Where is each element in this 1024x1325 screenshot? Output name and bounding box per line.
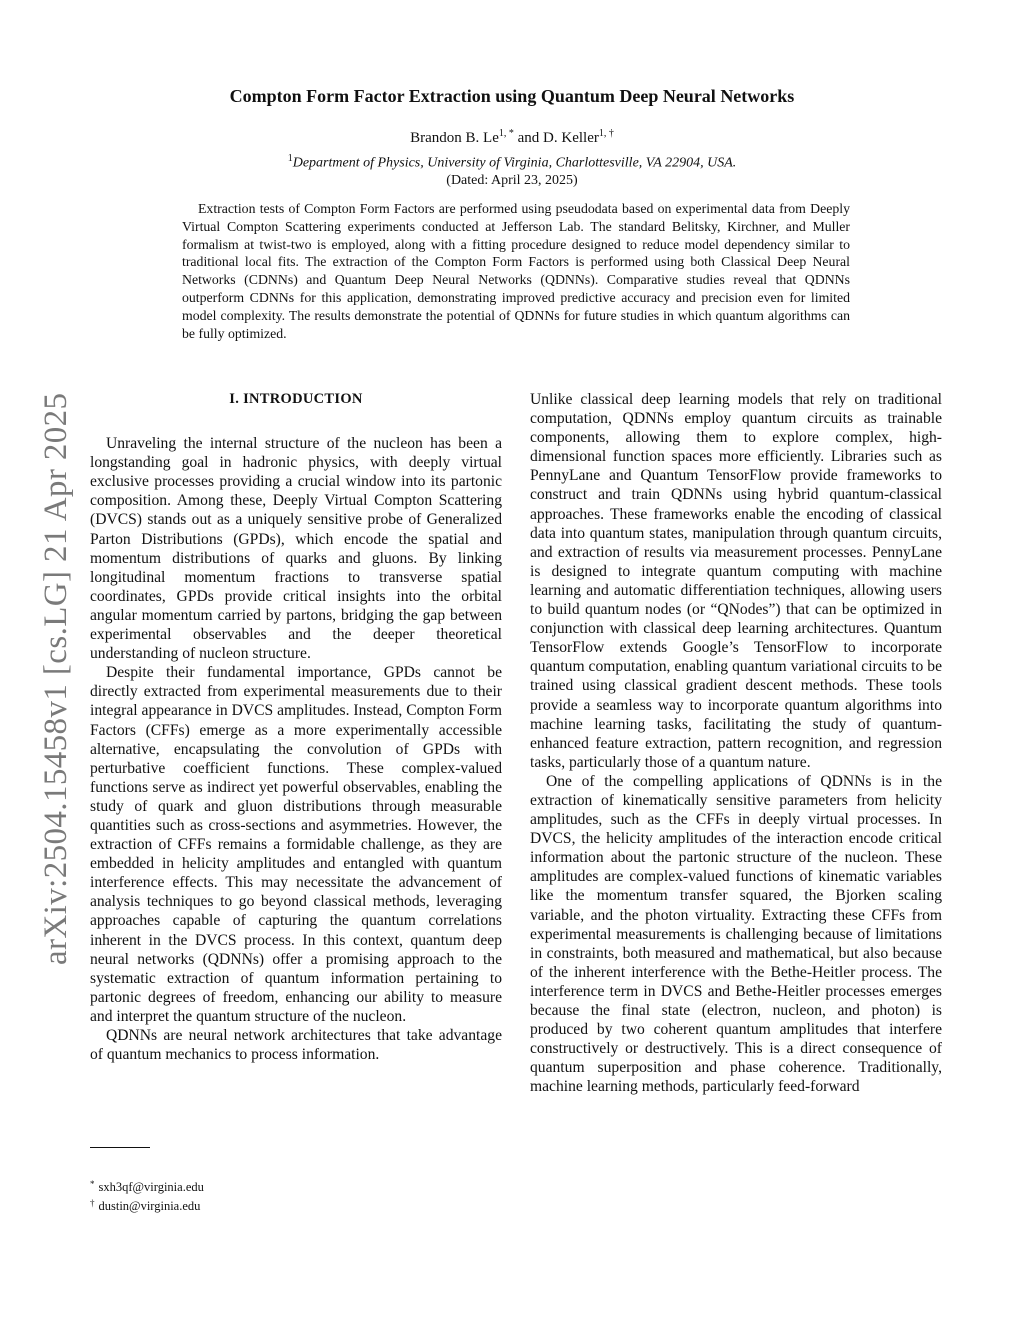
affiliation <box>0 153 1024 172</box>
right-column <box>530 390 942 1096</box>
paper-title: Compton Form Factor Extraction using Quantum Deep Neural Networks <box>229 86 795 106</box>
left-column <box>90 390 502 1064</box>
footnote-email-link[interactable]: dustin@virginia.edu <box>98 1199 201 1213</box>
paragraph: Unlike classical deep learning models that rely on traditional computation, QDNNs employ quantum circuits as trainable components, allowing them to explore complex, high-dimensional function spaces more efficiently. Libraries such as PennyLane and Quantum TensorFlow provide frameworks to construct and train QDNNs using hybrid quantum-classical approaches. These frameworks enable the encoding of classical data into quantum states, manipulation through quantum circuits, and extraction of results via measurement processes. PennyLane is designed to integrate quantum computing with machine learning and automatic differentiation techniques, allowing users to build quantum nodes (or “QNodes”) that can be optimized in conjunction with classical deep learning architectures. Quantum TensorFlow extends Google’s TensorFlow to incorporate quantum computation, enabling quantum variational circuits to be trained using classical gradient descent methods. These tools provide a seamless way to incorporate quantum algorithms into machine learning tasks, facilitating the study of quantum-enhanced feature extraction, pattern recognition, and regression tasks, particularly those of a quantum nature. <box>530 391 942 771</box>
paragraph: Despite their fundamental importance, GPDs cannot be directly extracted from experimental measurements due to their integral appearance in DVCS amplitudes. Instead, Compton Form Factors (CFFs) emerge as a more experimentally accessible alternative, encapsulating the convolution of GPDs with perturbative coefficient functions. These complex-valued functions serve as indirect yet powerful observables, enabling the study of quark and gluon distributions through measurable quantities such as cross-sections and asymmetries. However, the extraction of CFFs remains a formidable challenge, as they are embedded in helicity amplitudes and entangled with quantum interference effects. This may necessitate the advancement of analysis techniques to go beyond classical methods, leveraging approaches capable of capturing the quantum correlations inherent in the DVCS process. In this context, quantum deep neural networks (QDNNs) offer a promising approach to the systematic extraction of quantum information pertaining to partonic degrees of freedom, enhancing our ability to measure and interpret the quantum structure of the nucleon. <box>90 664 502 1025</box>
footnote-mark: † <box>90 1198 95 1208</box>
affiliation-mark: 1 <box>287 153 293 164</box>
paragraph: QDNNs are neural network architectures that take advantage of quantum mechanics to process information. <box>90 1027 502 1064</box>
footnote <box>90 1195 390 1214</box>
footnote-divider <box>90 1147 150 1148</box>
footnote-mark: * <box>90 1179 95 1189</box>
paragraph: Unraveling the internal structure of the nucleon has been a longstanding goal in hadronic physics, with deeply virtual exclusive processes providing a crucial window into its partonic composition. Among these, Deeply Virtual Compton Scattering (DVCS) stands out as a uniquely sensitive probe of Generalized Parton Distributions (GPDs), which encode the spatial and momentum distributions of quarks and gluons. By linking longitudinal momentum fractions to transverse spatial coordinates, GPDs provide critical insights into the orbital angular momentum carried by partons, bridging the gap between experimental observables and the deeper theoretical understanding of nucleon structure. <box>90 435 502 663</box>
author-name: Brandon B. Le <box>410 130 499 146</box>
author-name: D. Keller <box>543 130 599 146</box>
author-line <box>0 128 1024 147</box>
author-conjunction: and <box>517 130 540 146</box>
paragraph: One of the compelling applications of QDNNs is in the extraction of kinematically sensitive parameters from helicity amplitudes, such as the CFFs in deeply virtual processes. In DVCS, the helicity amplitudes of the interaction encode critical information about the partonic structure of the nucleon. These amplitudes are complex-valued functions of kinematic variables like the momentum transfer squared, the Bjorken scaling variable, and the photon virtuality. Extracting these CFFs from experimental measurements is challenging because of limitations in constraints, both measured and mathematical, but also because of the inherent interference with the Bethe-Heitler process. The interference term in DVCS and Bethe-Heitler processes emerges because the final state (electron, nucleon, and photon) is produced by two coherent quantum amplitudes that interfere constructively or destructively. This is a direct consequence of quantum superposition and phase coherence. Traditionally, machine learning methods, particularly feed-forward <box>530 772 942 1096</box>
section-heading: I. INTRODUCTION <box>229 391 363 407</box>
abstract: Extraction tests of Compton Form Factors are performed using pseudodata based on experimental data from Deeply Virtual Compton Scattering experiments conducted at Jefferson Lab. The standard Belitsky, Kirchner, and Muller formalism at twist-two is employed, along with a fitting procedure designed to reduce model dependency similar to traditional local fits. The extraction of the Compton Form Factors is performed using both Classical Deep Neural Networks (CDNNs) and Quantum Deep Neural Networks (QDNNs). Comparative studies reveal that QDNNs outperform CDNNs for this application, demonstrating improved predictive accuracy and precision even for limited model complexity. The results demonstrate the potential of QDNNs for future studies in which quantum algorithms can be fully optimized. <box>182 201 850 341</box>
arxiv-identifier: arXiv:2504.15458v1 [cs.LG] 21 Apr 2025 <box>38 392 74 965</box>
footnotes <box>90 1176 390 1214</box>
footnote-email-link[interactable]: sxh3qf@virginia.edu <box>98 1180 204 1194</box>
footnote <box>90 1176 390 1195</box>
author-affiliation-mark: 1, † <box>598 128 614 139</box>
date-line: (Dated: April 23, 2025) <box>446 173 578 188</box>
author-affiliation-mark: 1, * <box>498 128 514 139</box>
affiliation-text: Department of Physics, University of Virginia, Charlottesville, VA 22904, USA. <box>292 155 737 171</box>
